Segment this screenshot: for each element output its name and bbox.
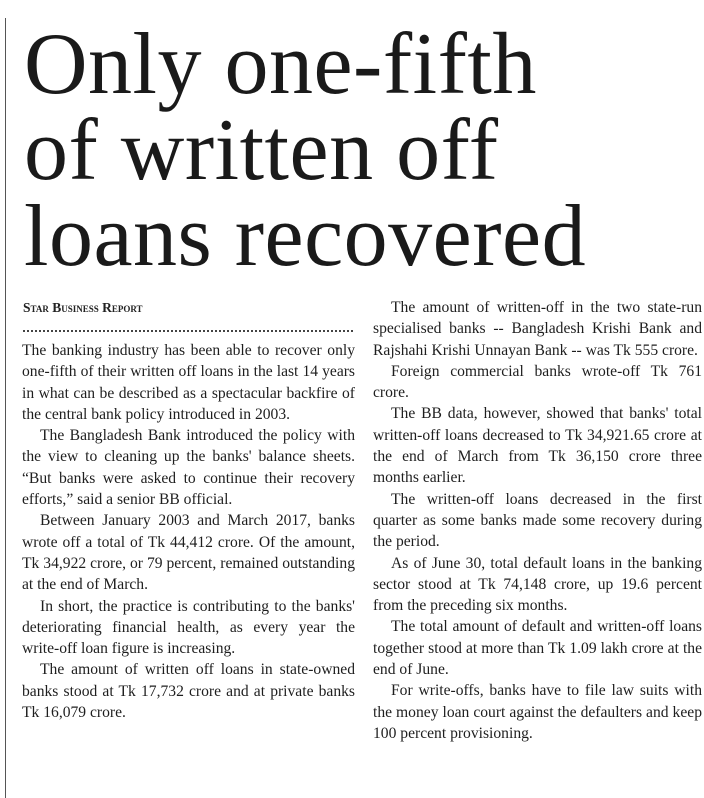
article-column-right xyxy=(373,297,702,744)
paragraph: For write-offs, banks have to file law suits with the money loan court against the defaulters and keep 100 percent provisioning. xyxy=(373,682,702,742)
headline-line-1: Only one-fifth xyxy=(24,16,537,113)
paragraph: As of June 30, total default loans in the banking sector stood at Tk 74,148 crore, up 19.6 percent from the preceding six months. xyxy=(373,554,702,615)
headline-line-3: loans recovered xyxy=(24,188,587,285)
byline: Star Business Report xyxy=(23,300,143,315)
paragraph: The amount of written-off in the two state-run specialised banks -- Bangladesh Krishi Bank and Rajshahi Krishi Unnayan Bank -- was Tk 555 crore. xyxy=(373,299,702,359)
paragraph: The Bangladesh Bank introduced the policy with the view to cleaning up the banks' balance sheets. “But banks were asked to continue their recovery efforts,” said a senior BB official. xyxy=(22,427,355,509)
paragraph: The total amount of default and written-off loans together stood at more than Tk 1.09 lakh crore at the end of June. xyxy=(373,618,702,679)
paragraph: The BB data, however, showed that banks' total written-off loans decreased to Tk 34,921.65 crore at the end of March from Tk 36,150 crore three months earlier. xyxy=(373,405,702,487)
paragraph: Between January 2003 and March 2017, banks wrote off a total of Tk 44,412 crore. Of the amount, Tk 34,922 crore, or 79 percent, remained outstanding at the end of March. xyxy=(22,512,355,594)
paragraph: The amount of written off loans in state-owned banks stood at Tk 17,732 crore and at private banks Tk 16,079 crore. xyxy=(22,661,355,722)
headline-line-2: of written off xyxy=(24,102,499,199)
article-column-left xyxy=(22,340,355,723)
paragraph: Foreign commercial banks wrote-off Tk 761 crore. xyxy=(373,362,702,402)
byline-divider xyxy=(23,330,353,332)
paragraph: The banking industry has been able to recover only one-fifth of their written off loans in the last 14 years in what can be described as a spectacular backfire of the central bank policy introduced in 2003. xyxy=(22,342,355,423)
paragraph: The written-off loans decreased in the first quarter as some banks made some recovery during the period. xyxy=(373,490,702,551)
page-margin-rule xyxy=(5,18,6,798)
headline xyxy=(24,16,694,285)
paragraph: In short, the practice is contributing to the banks' deteriorating financial health, as every year the write-off loan figure is increasing. xyxy=(22,597,355,658)
